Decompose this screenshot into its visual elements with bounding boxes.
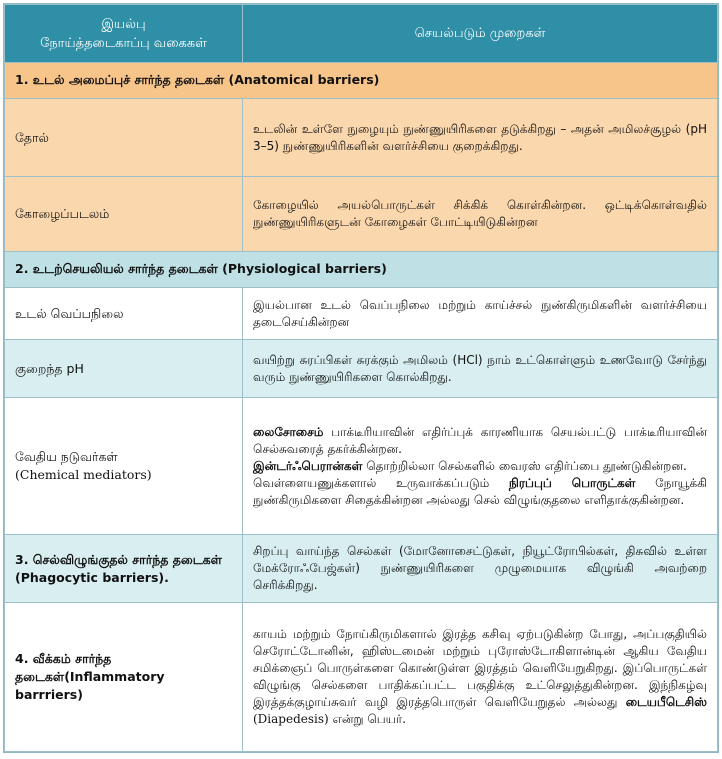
section-anatomical: 1. உடல் அமைப்புச் சார்ந்த தடைகள் (Anatomical barriers) bbox=[5, 63, 718, 99]
header-col1-line1: இயல்பு bbox=[101, 16, 146, 32]
header-mechanisms: செயல்படும் முறைகள் bbox=[243, 5, 718, 63]
header-col1-line2: நோய்த்தடைகாப்பு வகைகள் bbox=[40, 35, 207, 51]
row-desc-temperature: இயல்பான உடல் வெப்பநிலை மற்றும் காய்ச்சல் நுண்கிருமிகளின் வளர்ச்சியை தடைசெய்கின்றன bbox=[243, 288, 718, 340]
row-name-phagocytic: 3. செல்விழுங்குதல் சார்ந்த தடைகள் (Phagocytic barriers). bbox=[5, 535, 243, 603]
section-row-physiological bbox=[5, 252, 718, 288]
lysozyme-desc: பாக்டீரியாவின் எதிர்ப்புக் காரணியாக செயல்பட்டு பாக்டீரியாவின் செல்சுவரைத் தகர்க்கின்றன. bbox=[253, 424, 707, 456]
row-desc-phagocytic: சிறப்பு வாய்ந்த செல்கள் (மோனோசைட்டுகள், நியூட்ரோபில்கள், திசுவில் உள்ள மேக்ரோஃபேஜ்கள்) நுண்ணுயிரிகளை முழுமையாக விழுங்கி அவற்றை செரிக்கிறது. bbox=[243, 535, 718, 603]
complement-term: நிரப்புப் பொருட்கள் bbox=[508, 475, 636, 490]
complement-text bbox=[253, 475, 707, 509]
mediators-name-en: (Chemical mediators) bbox=[15, 467, 152, 482]
inflammatory-desc-end: என்று பெயர். bbox=[328, 712, 407, 726]
header-barrier-types bbox=[5, 5, 243, 63]
row-desc-inflammatory bbox=[243, 603, 718, 752]
table-row-mucosa bbox=[5, 177, 718, 252]
complement-pre: வெள்ளையணுக்களால் உருவாக்கப்படும் bbox=[253, 475, 509, 490]
table-row-mediators bbox=[5, 398, 718, 535]
lysozyme-term: லைசோசைம் bbox=[253, 424, 324, 439]
row-name-mediators bbox=[5, 398, 243, 535]
immunity-barriers-table bbox=[4, 4, 718, 752]
table-row-skin bbox=[5, 99, 718, 177]
table-row-inflammatory bbox=[5, 603, 718, 752]
table-row-phagocytic bbox=[5, 535, 718, 603]
lysozyme-text bbox=[253, 424, 707, 458]
table-row-temperature bbox=[5, 288, 718, 340]
row-desc-low-ph: வயிற்று சுரப்பிகள் சுரக்கும் அமிலம் (HCl) நாம் உட்கொள்ளும் உணவோடு சேர்ந்து வரும் நுண்ணுயிரிகளை கொல்கிறது. bbox=[243, 340, 718, 398]
section-physiological: 2. உடற்செயலியல் சார்ந்த தடைகள் (Physiological barriers) bbox=[5, 252, 718, 288]
interferon-term: இன்டர்ஃபெரான்கள் bbox=[253, 458, 363, 473]
table-row-low-ph bbox=[5, 340, 718, 398]
row-desc-mediators bbox=[243, 398, 718, 535]
interferon-text bbox=[253, 458, 707, 475]
row-desc-mucosa: கோழையில் அயல்பொருட்கள் சிக்கிக் கொள்கின்றன. ஒட்டிக்கொள்வதில் நுண்ணுயிரிகளுடன் கோழைகள் போட்டியிடுகின்றன bbox=[243, 177, 718, 252]
row-name-mucosa: கோழைப்படலம் bbox=[5, 177, 243, 252]
mediators-name-ta: வேதிய நடுவர்கள் bbox=[15, 449, 118, 464]
interferon-desc: தொற்றில்லா செல்களில் வைரஸ் எதிர்ப்பை தூண்டுகின்றன. bbox=[362, 458, 687, 473]
table-header-row bbox=[5, 5, 718, 63]
row-desc-skin: உடலின் உள்ளே நுழையும் நுண்ணுயிரிகளை தடுக்கிறது – அதன் அமிலச்சூழல் (pH 3–5) நுண்ணுயிரிகளின் வளர்ச்சியை குறைக்கிறது. bbox=[243, 99, 718, 177]
row-name-inflammatory: 4. வீக்கம் சார்ந்த தடைகள்(Inflammatory barrriers) bbox=[5, 603, 243, 752]
immunity-table-container bbox=[3, 3, 719, 753]
row-name-skin: தோல் bbox=[5, 99, 243, 177]
row-name-low-ph: குறைந்த pH bbox=[5, 340, 243, 398]
diapedesis-term: டையபீடெசிஸ் bbox=[625, 695, 707, 709]
complement-desc: நோயூக்கி நுண்கிருமிகளை சிதைக்கின்றன அல்லது செல் விழுங்குதலை எளிதாக்குகின்றன. bbox=[253, 475, 707, 507]
row-name-temperature: உடல் வெப்பநிலை bbox=[5, 288, 243, 340]
section-row-anatomical bbox=[5, 63, 718, 99]
diapedesis-en: (Diapedesis) bbox=[253, 712, 329, 726]
inflammatory-desc-main: காயம் மற்றும் நோய்கிருமிகளால் இரத்த கசிவு ஏற்படுகின்ற போது, அப்பகுதியில் செரோட்டோனின், ஹிஸ்டமைன் மற்றும் புரோஸ்டோகிளான்டின் ஆகிய வேதிய சமிக்ஞைப் பொருள்களை கொண்டுள்ள இரத்தம் வெளியேறுகிறது. இப்பொருட்கள் விழுங்கு செல்களை பாதிக்கப்பட்ட பகுதிக்கு உட்செலுத்துகின்றன. இந்நிகழ்வு இரத்தக்குழாய்சுவர் வழி இரத்தபொருள் வெளியேறுதல் அல்லது bbox=[253, 627, 707, 709]
